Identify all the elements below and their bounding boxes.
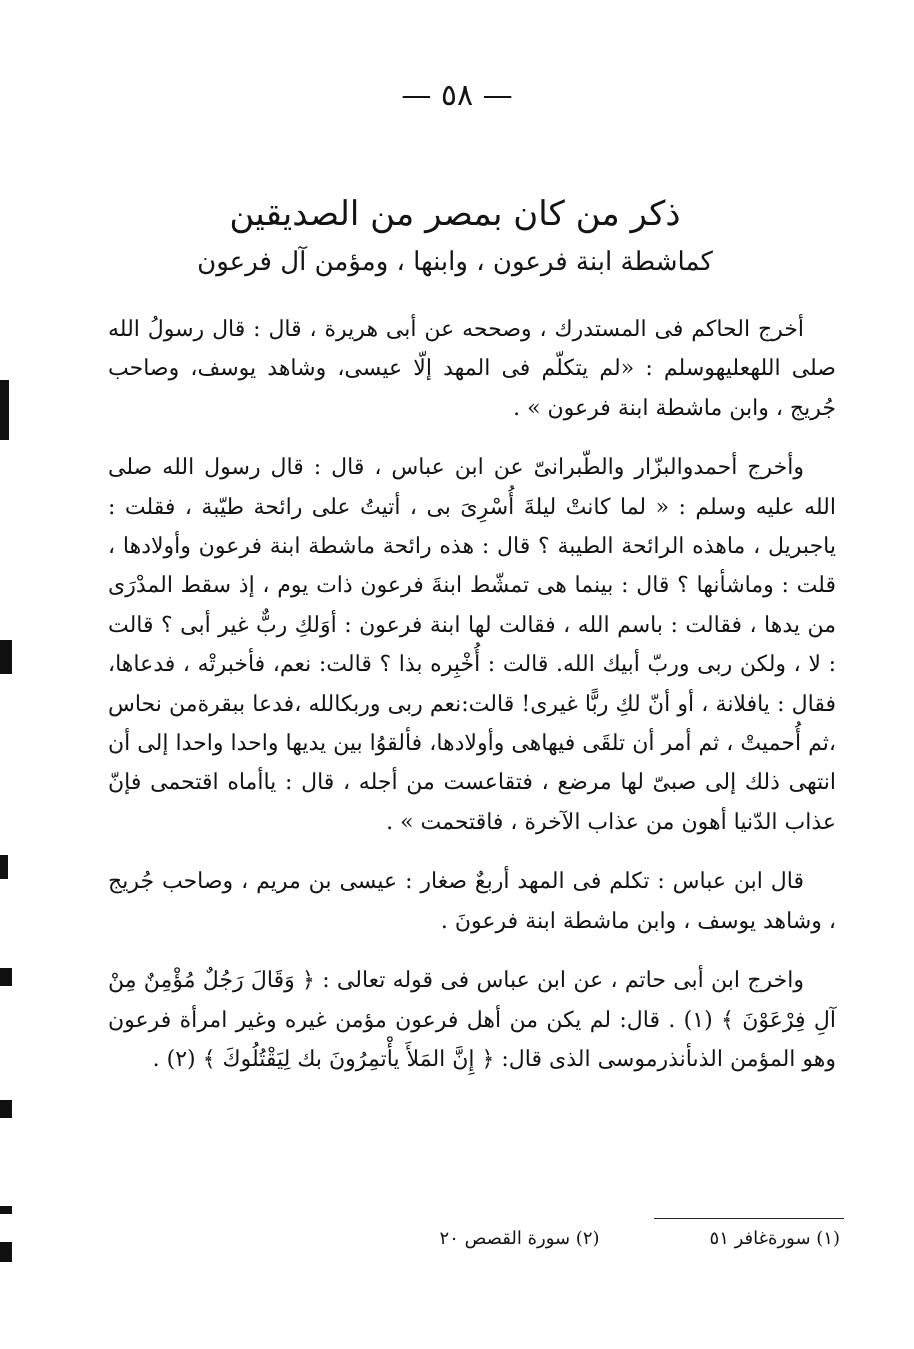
paragraph-ibn-abi-hatim: واخرج ابن أبى حاتم ، عن ابن عباس فى قوله تعالى : ﴿ وَقَالَ رَجُلٌ مُؤْمِنٌ مِنْ آلِ فِرْعَوْنَ ﴾ (١) . قال: لم يكن من أهل فرعون مؤمن غيره وغير امرأة فرعون وهو المؤمن الذىأنذرموسى الذى قال: ﴿ إِنَّ المَلأَ يأْتمِرُونَ بك لِيَقْتُلُوكَ ﴾ (٢) . (108, 968, 836, 1072)
page-number: — ٥٨ — (401, 78, 513, 113)
paragraph-ahmad: وأخرج أحمدوالبزّار والطّبرانىّ عن ابن عباس ، قال : قال رسول الله صلى الله عليه وسلم : « لما كانتْ ليلةَ أُسْرِىَ بى ، أتيتُ على رائحة طيّبة ، فقلت : ياجبريل ، ماهذه الرائحة الطيبة ؟ قال : هذه رائحة ماشطة ابنة فرعون وأولادها ، قلت : وماشأنها ؟ قال : بينما هى تمشّط ابنةَ فرعون ذات يوم ، إذ سقط المدْرَى من يدها ، فقالت : باسم الله ، فقالت لها ابنة فرعون : أوَلكِ ربٌّ غير أبى ؟ قالت : لا ، ولكن ربى وربّ أبيك الله. قالت : أُخْبِره بذا ؟ قالت: نعم، فأخبرتْه ، فدعاها، فقال : يافلانة ، أو أنّ لكِ ربًّا غيرى! قالت:نعم ربى وربكالله ،فدعا ببقرةمن نحاس ،ثم أُحميتْ ، ثم أمر أن تلقَى فيهاهى وأولادها، فألقوُا بين يديها واحدا واحدا إلى أن انتهى ذلك إلى صبىّ لها مرضع ، فتقاعست من أجله ، قال : ياأماه اقتحمى فإنّ عذاب الدّنيا أهون من عذاب الآخرة ، فاقتحمت » . (108, 455, 836, 835)
chapter-heading (150, 192, 760, 282)
binding-edge-mark (0, 380, 9, 440)
chapter-title: ذكر من كان بمصر من الصديقين (229, 194, 681, 234)
binding-edge-mark (0, 1242, 12, 1262)
binding-edge-mark (0, 968, 12, 986)
footnote-2: (٢) سورة القصص ٢٠ (439, 1228, 600, 1249)
body-text (108, 310, 836, 1099)
footnote-1: (١) سورةغافر ٥١ (709, 1228, 840, 1249)
footnotes (300, 1228, 840, 1249)
binding-edge-mark (0, 1100, 12, 1118)
binding-edge-mark (0, 640, 12, 674)
paragraph-hakim: أخرج الحاكم فى المستدرك ، وصححه عن أبى هريرة ، قال : قال رسولُ الله صلى اللهعليهوسلم : «لم يتكلّم فى المهد إلّا عيسى، وشاهد يوسف، وصاحب جُريج ، وابن ماشطة ابنة فرعون » . (108, 317, 836, 421)
binding-edge-mark (0, 855, 8, 879)
binding-edge-mark (0, 1206, 12, 1214)
paragraph-ibn-abbas: قال ابن عباس : تكلم فى المهد أربعٌ صغار : عيسى بن مريم ، وصاحب جُريج ، وشاهد يوسف ، وابن ماشطة ابنة فرعونَ . (108, 869, 836, 934)
chapter-subtitle: كماشطة ابنة فرعون ، وابنها ، ومؤمن آل فرعون (197, 247, 713, 277)
footnote-divider (654, 1218, 844, 1219)
